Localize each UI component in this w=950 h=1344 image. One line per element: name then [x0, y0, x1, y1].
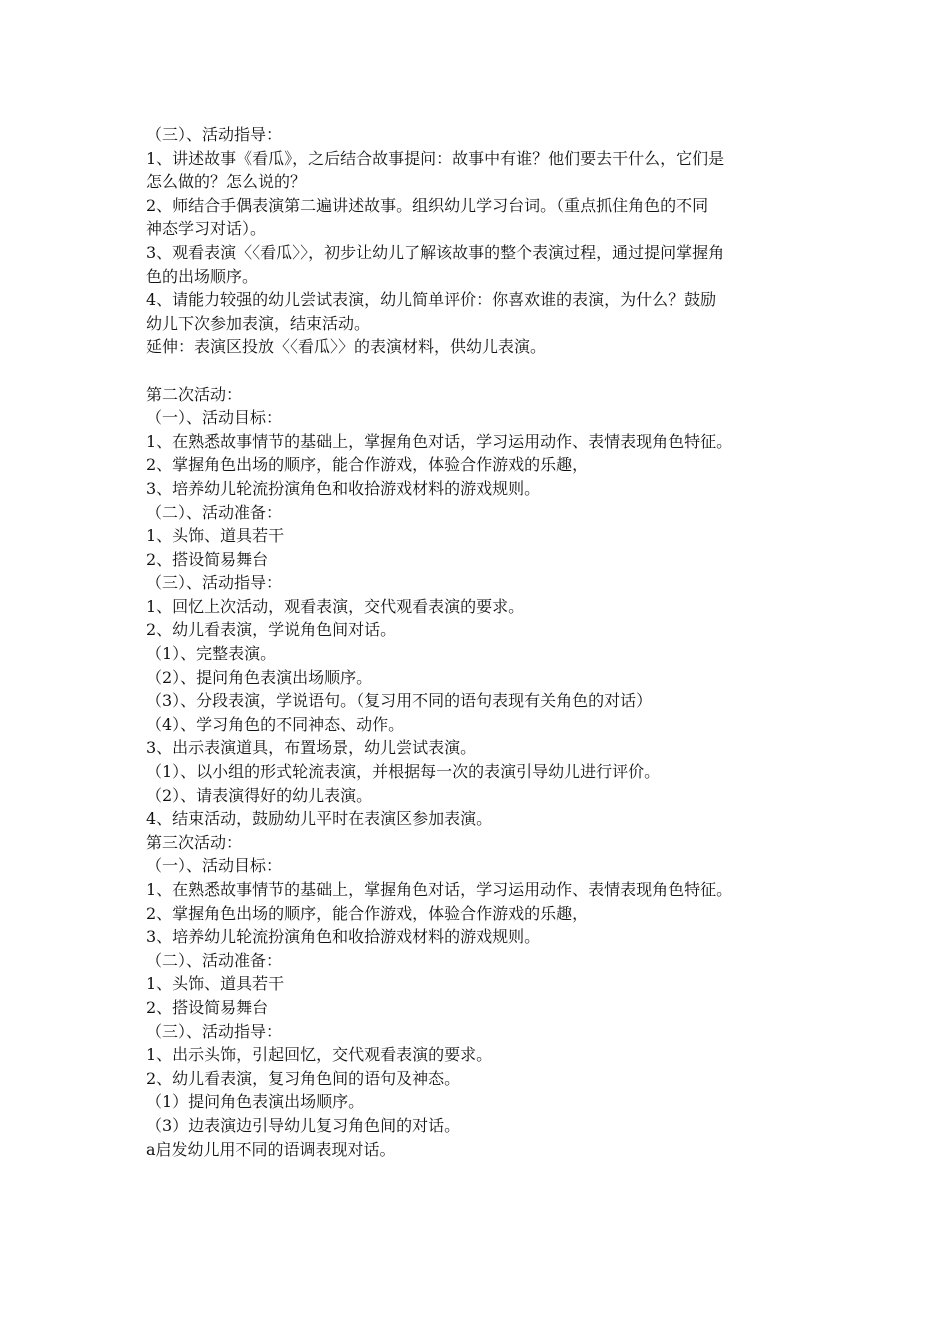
text-line: （4）、学习角色的不同神态、动作。 — [146, 714, 405, 734]
text-line: 1、头饰、道具若干 — [146, 526, 285, 546]
text-line: （1）、完整表演。 — [146, 644, 277, 664]
text-line: （三）、活动指导： — [146, 573, 283, 593]
text-line: 神态学习对话）。 — [146, 219, 267, 239]
text-line: 第二次活动： — [146, 384, 243, 404]
text-line: （1）、以小组的形式轮流表演，并根据每一次的表演引导幼儿进行评价。 — [146, 762, 661, 782]
text-line: 幼儿下次参加表演，结束活动。 — [146, 313, 371, 333]
text-line: 2、师结合手偶表演第二遍讲述故事。组织幼儿学习台词。（重点抓住角色的不同 — [146, 195, 709, 215]
text-line: 怎么做的？怎么说的？ — [146, 172, 307, 192]
text-line: （一）、活动目标： — [146, 856, 283, 876]
text-line: 2、掌握角色出场的顺序，能合作游戏，体验合作游戏的乐趣， — [146, 903, 589, 923]
text-line: 2、幼儿看表演，学说角色间对话。 — [146, 620, 397, 640]
text-line: 1、回忆上次活动，观看表演，交代观看表演的要求。 — [146, 596, 525, 616]
blank-line — [146, 359, 816, 383]
text-line: （3）、分段表演，学说语句。（复习用不同的语句表现有关角色的对话） — [146, 691, 653, 711]
text-line: （1）提问角色表演出场顺序。 — [146, 1092, 365, 1112]
text-line: 延伸：表演区投放〈〈看瓜〉〉的表演材料，供幼儿表演。 — [146, 337, 547, 357]
text-line: a启发幼儿用不同的语调表现对话。 — [146, 1139, 396, 1159]
text-line: （2）、请表演得好的幼儿表演。 — [146, 785, 373, 805]
text-line: （三）、活动指导： — [146, 125, 283, 144]
text-line: （三）、活动指导： — [146, 1021, 283, 1041]
text-line: （二）、活动准备： — [146, 502, 283, 522]
text-line: （3）边表演边引导幼儿复习角色间的对话。 — [146, 1115, 461, 1135]
text-line: 3、观看表演〈〈看瓜〉〉，初步让幼儿了解该故事的整个表演过程，通过提问掌握角 — [146, 242, 725, 262]
text-line: 1、在熟悉故事情节的基础上，掌握角色对话，学习运用动作、表情表现角色特征。 — [146, 431, 733, 451]
text-line: 2、搭设简易舞台 — [146, 997, 269, 1017]
text-line: 3、出示表演道具，布置场景，幼儿尝试表演。 — [146, 738, 477, 758]
text-line: 1、头饰、道具若干 — [146, 974, 285, 994]
text-line: 第三次活动： — [146, 832, 243, 852]
text-line: 2、幼儿看表演，复习角色间的语句及神态。 — [146, 1068, 461, 1088]
text-line: 1、讲述故事《看瓜》，之后结合故事提问：故事中有谁？他们要去干什么，它们是 — [146, 148, 725, 168]
text-line: 4、请能力较强的幼儿尝试表演，幼儿简单评价：你喜欢谁的表演，为什么？鼓励 — [146, 290, 717, 310]
text-line: 1、出示头饰，引起回忆，交代观看表演的要求。 — [146, 1045, 493, 1065]
text-line: （二）、活动准备： — [146, 950, 283, 970]
text-line: 4、结束活动，鼓励幼儿平时在表演区参加表演。 — [146, 809, 493, 829]
text-line: 2、搭设简易舞台 — [146, 549, 269, 569]
text-line: 3、培养幼儿轮流扮演角色和收拾游戏材料的游戏规则。 — [146, 478, 541, 498]
text-line: 2、掌握角色出场的顺序，能合作游戏，体验合作游戏的乐趣， — [146, 455, 589, 475]
text-line: 色的出场顺序。 — [146, 266, 259, 286]
document-body — [146, 123, 816, 1161]
text-line: 1、在熟悉故事情节的基础上，掌握角色对话，学习运用动作、表情表现角色特征。 — [146, 880, 733, 899]
text-line: （2）、提问角色表演出场顺序。 — [146, 667, 373, 687]
text-line: （一）、活动目标： — [146, 408, 283, 428]
text-line: 3、培养幼儿轮流扮演角色和收拾游戏材料的游戏规则。 — [146, 927, 541, 947]
